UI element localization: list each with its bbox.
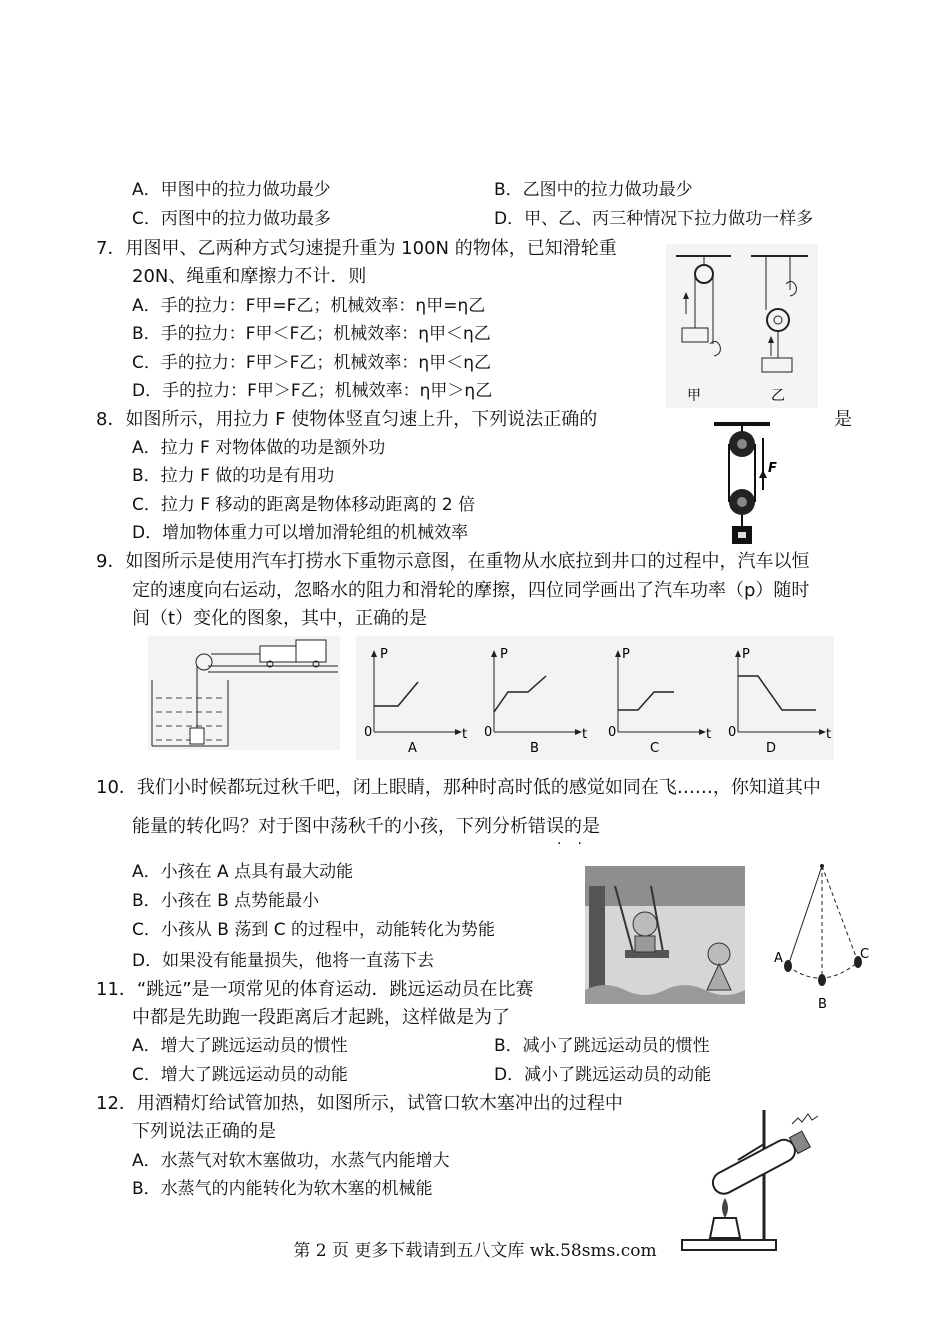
svg-text:0: 0 xyxy=(608,725,617,740)
q12-test-tube-figure xyxy=(680,1100,830,1254)
svg-text:0: 0 xyxy=(484,725,493,740)
q10-stem-line1: 10．我们小时候都玩过秋千吧，闭上眼睛，那种时高时低的感觉如同在飞……，你知道其中 xyxy=(96,777,821,798)
q12-stem-line2: 下列说法正确的是 xyxy=(132,1121,276,1142)
q9-stem-line3: 间（t）变化的图象，其中，正确的是 xyxy=(132,608,428,629)
q11-stem-line2: 中都是先助跑一段距离后才起跳，这样做是为了 xyxy=(132,1007,510,1028)
q12-option-a: A．水蒸气对软木塞做功，水蒸气内能增大 xyxy=(132,1151,450,1171)
q10-point-a-label: A xyxy=(774,951,783,966)
q7-stem-line1: 7．用图甲、乙两种方式匀速提升重为 100N 的物体，已知滑轮重 xyxy=(96,238,617,259)
q8-force-label: F xyxy=(768,461,777,476)
svg-text:P: P xyxy=(380,647,388,662)
q9-well-figure xyxy=(148,636,340,750)
q9-graph-a-label: A xyxy=(408,741,417,756)
q9-stem-line2: 定的速度向右运动，忽略水的阻力和滑轮的摩擦，四位同学画出了汽车功率（p）随时 xyxy=(132,580,810,601)
q7-option-d: D．手的拉力：F甲＞F乙；机械效率：η甲＞η乙 xyxy=(132,381,493,401)
q10-option-d: D．如果没有能量损失，他将一直荡下去 xyxy=(132,951,435,971)
svg-text:0: 0 xyxy=(728,725,737,740)
q12-option-b: B．水蒸气的内能转化为软木塞的机械能 xyxy=(132,1179,433,1199)
q10-option-b: B．小孩在 B 点势能最小 xyxy=(132,891,320,911)
q7-option-a: A．手的拉力：F甲=F乙；机械效率：η甲=η乙 xyxy=(132,296,486,316)
svg-text:0: 0 xyxy=(364,725,373,740)
q8-stem-line1: 8．如图所示，用拉力 F 使物体竖直匀速上升，下列说法正确的 xyxy=(96,409,598,430)
q9-power-graphs xyxy=(356,636,834,760)
q9-graph-b-label: B xyxy=(530,741,539,756)
q11-option-d: D．减小了跳远运动员的动能 xyxy=(494,1065,712,1085)
q10-pendulum-figure xyxy=(766,858,872,1014)
q8-option-c: C．拉力 F 移动的距离是物体移动距离的 2 倍 xyxy=(132,495,476,515)
q11-option-a: A．增大了跳远运动员的惯性 xyxy=(132,1036,348,1056)
q7-option-b: B．手的拉力：F甲＜F乙；机械效率：η甲＜η乙 xyxy=(132,324,491,344)
q7-option-c: C．手的拉力：F甲＞F乙；机械效率：η甲＜η乙 xyxy=(132,353,491,373)
svg-text:t: t xyxy=(826,727,832,742)
q12-stem-line1: 12．用酒精灯给试管加热，如图所示，试管口软木塞冲出的过程中 xyxy=(96,1093,623,1114)
q6-option-a: A．甲图中的拉力做功最少 xyxy=(132,180,331,200)
q8-pulley-figure xyxy=(706,418,782,548)
q10-emphasis-dots: ·· xyxy=(557,836,598,852)
q8-option-d: D．增加物体重力可以增加滑轮组的机械效率 xyxy=(132,523,469,543)
q10-point-c-label: C xyxy=(860,947,870,962)
q8-option-a: A．拉力 F 对物体做的功是额外功 xyxy=(132,438,386,458)
svg-text:t: t xyxy=(582,727,588,742)
q6-option-b: B．乙图中的拉力做功最少 xyxy=(494,180,693,200)
q7-label-yi: 乙 xyxy=(771,388,785,404)
q7-stem-line2: 20N、绳重和摩擦力不计．则 xyxy=(132,266,367,287)
svg-text:t: t xyxy=(706,727,712,742)
q10-option-c: C．小孩从 B 荡到 C 的过程中，动能转化为势能 xyxy=(132,920,496,940)
q10-stem-line2: 能量的转化吗？对于图中荡秋千的小孩，下列分析错误的是 xyxy=(132,816,600,837)
q10-swing-picture xyxy=(585,866,745,1004)
q10-option-a: A．小孩在 A 点具有最大动能 xyxy=(132,862,354,882)
svg-text:t: t xyxy=(462,727,468,742)
q6-option-d: D．甲、乙、丙三种情况下拉力做功一样多 xyxy=(494,209,814,229)
page-footer: 第 2 页 更多下载请到五八文库 wk.58sms.com xyxy=(293,1241,657,1261)
q11-stem-line1: 11．“跳远”是一项常见的体育运动．跳远运动员在比赛 xyxy=(96,979,534,1000)
svg-text:P: P xyxy=(742,647,750,662)
q7-pulley-figure xyxy=(666,244,818,408)
q8-option-b: B．拉力 F 做的功是有用功 xyxy=(132,466,335,486)
q11-option-b: B．减小了跳远运动员的惯性 xyxy=(494,1036,710,1056)
q8-stem-line1-end: 是 xyxy=(834,409,852,430)
svg-text:P: P xyxy=(622,647,630,662)
q10-point-b-label: B xyxy=(818,997,827,1012)
q9-graph-c-label: C xyxy=(650,741,660,756)
q9-stem-line1: 9．如图所示是使用汽车打捞水下重物示意图，在重物从水底拉到井口的过程中，汽车以恒 xyxy=(96,551,810,572)
q11-option-c: C．增大了跳远运动员的动能 xyxy=(132,1065,348,1085)
q6-option-c: C．丙图中的拉力做功最多 xyxy=(132,209,331,229)
q9-graph-d-label: D xyxy=(766,741,777,756)
svg-text:P: P xyxy=(500,647,508,662)
q7-label-jia: 甲 xyxy=(687,388,701,404)
